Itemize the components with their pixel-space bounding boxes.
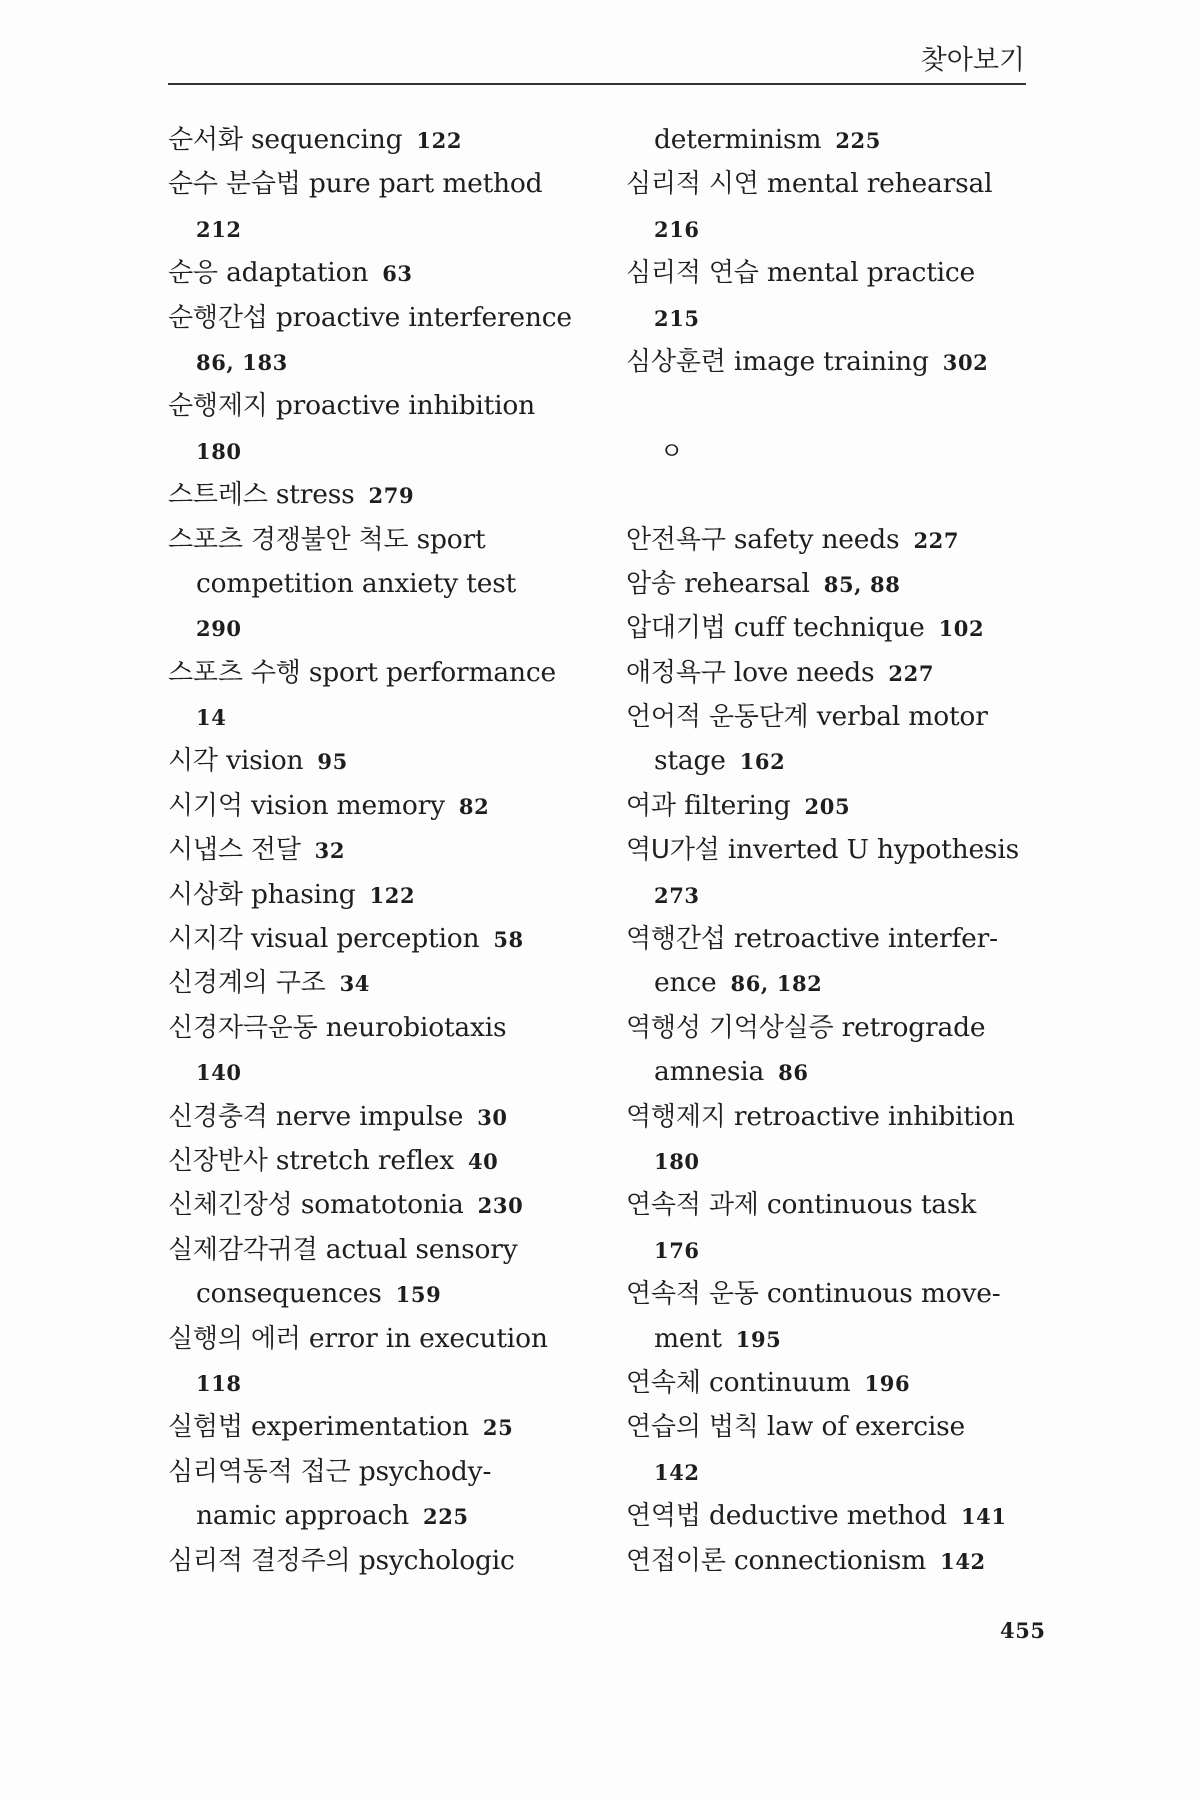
index-entry [168,1183,598,1227]
index-entry [626,1405,1046,1449]
english-term: actual sensory [325,1233,518,1265]
korean-term: 순응 [168,258,218,289]
english-term: deductive method [708,1500,947,1532]
index-entry [626,1539,1046,1583]
korean-term: 연속적 운동 [626,1279,759,1310]
english-term: sport [416,523,486,555]
korean-term: 순행간섭 [168,302,268,333]
index-entry [168,473,598,517]
korean-term: 순서화 [168,125,243,155]
page-reference: 279 [368,483,415,509]
index-entry-continuation [168,1361,598,1405]
index-entry [626,340,1046,384]
index-entry [168,1228,598,1272]
index-entry [626,1095,1046,1139]
index-entry [168,1095,598,1139]
page-reference: 102 [938,616,985,642]
korean-term: 압대기법 [626,613,726,644]
index-entry-continuation [168,562,598,606]
english-term: namic approach [196,1500,409,1532]
korean-term: 연역법 [626,1501,701,1532]
english-term: proactive inhibition [275,390,536,422]
english-term: verbal motor [816,701,988,733]
index-entry [626,251,1046,295]
section-letter-heading: ㅇ [660,436,683,465]
english-term: sport performance [308,656,557,688]
page-reference: 86, 183 [196,349,288,375]
korean-term: 시각 [168,746,218,777]
korean-term: 심리역동적 접근 [168,1456,351,1487]
index-entry [626,1272,1046,1316]
index-entry [626,828,1046,872]
index-entry [168,961,598,1005]
korean-term: 실제감각귀결 [168,1234,318,1265]
english-term: error in execution [308,1322,548,1354]
english-term: mental practice [766,257,976,289]
blank-line [626,384,1046,428]
index-entry [626,651,1046,695]
korean-term: 신경충격 [168,1101,268,1132]
index-entry [168,873,598,917]
page-reference: 290 [196,616,242,642]
index-entry [168,739,598,783]
index-entry [168,828,598,872]
english-term: rehearsal [684,567,810,599]
english-term: somatotonia [300,1189,464,1221]
index-entry [626,1006,1046,1050]
index-entry-continuation [626,1139,1046,1183]
english-term: stage [654,745,726,777]
index-entry-continuation [626,873,1046,917]
english-term: stress [275,479,355,511]
page-reference: 122 [416,128,463,153]
index-column-right [626,118,1046,1583]
index-entry-continuation [626,118,1046,162]
page-reference: 58 [493,927,524,953]
page-reference: 63 [382,261,413,287]
korean-term: 역U가설 [626,835,720,866]
korean-term: 심상훈련 [626,346,726,377]
korean-term: 심리적 시연 [626,169,759,200]
korean-term: 심리적 결정주의 [168,1545,351,1576]
page-reference: 34 [339,971,370,997]
index-entry [168,1405,598,1449]
english-term: psychody- [358,1455,492,1487]
english-term: vision [226,745,304,777]
korean-term: 연속적 과제 [626,1190,759,1221]
korean-term: 여과 [626,790,676,821]
running-head: 찾아보기 [920,45,1025,76]
index-entry [168,384,598,428]
korean-term: 실행의 에러 [168,1323,301,1354]
index-entry [626,695,1046,739]
index-entry [626,1361,1046,1405]
page-reference: 140 [196,1060,242,1086]
korean-term: 신체긴장성 [168,1190,293,1221]
korean-term: 신장반사 [168,1145,268,1176]
index-entry [168,251,598,295]
english-term: pure part method [308,168,543,200]
page-reference: 30 [477,1104,508,1130]
english-term: cuff technique [733,612,925,644]
page-reference: 227 [913,527,960,553]
english-term: filtering [684,789,791,821]
index-entry-continuation [168,1272,598,1316]
korean-term: 역행성 기억상실증 [626,1012,834,1043]
english-term: experimentation [250,1411,469,1443]
index-entry-continuation [626,961,1046,1005]
page-reference: 205 [804,793,851,819]
page-reference: 176 [654,1237,700,1263]
page-reference: 141 [960,1504,1007,1530]
index-entry-continuation [168,207,598,251]
page-reference: 86 [778,1060,809,1086]
page-reference: 25 [482,1415,514,1441]
english-term: determinism [654,124,822,155]
index-entry [626,606,1046,650]
index-entry-continuation [168,340,598,384]
english-term: inverted U hypothesis [727,834,1019,866]
index-entry-continuation [626,296,1046,340]
page-reference: 196 [864,1370,911,1396]
page-reference: 162 [739,749,786,775]
korean-term: 시기억 [168,790,243,821]
page-reference: 118 [196,1370,242,1396]
index-entry-continuation [168,429,598,473]
page-reference: 215 [654,305,700,331]
page-reference: 32 [314,838,346,864]
korean-term: 순수 분습법 [168,169,301,200]
page-reference: 40 [467,1148,499,1174]
english-term: competition anxiety test [196,567,517,599]
english-term: ment [654,1322,722,1354]
korean-term: 언어적 운동단계 [626,702,809,733]
page-number: 455 [1000,1618,1046,1643]
index-entry [168,162,598,206]
index-entry [168,118,598,162]
english-term: nerve impulse [275,1100,464,1132]
english-term: amnesia [654,1056,765,1088]
index-entry-continuation [626,207,1046,251]
index-entry-continuation [168,606,598,650]
english-term: phasing [250,878,356,910]
korean-term: 애정욕구 [626,657,726,688]
korean-term: 신경계의 구조 [168,968,326,999]
english-term: continuous move- [766,1278,1001,1310]
page-reference: 227 [888,660,935,686]
english-term: retrograde [841,1011,986,1043]
english-term: sequencing [250,124,403,155]
english-term: consequences [196,1278,382,1310]
index-entry-continuation [626,1450,1046,1494]
index-entry [168,917,598,961]
page-reference: 14 [196,705,227,731]
korean-term: 신경자극운동 [168,1012,318,1043]
page-reference: 159 [395,1282,442,1308]
blank-line [626,473,1046,517]
index-entry [168,1006,598,1050]
page-reference: 180 [196,438,242,464]
korean-term: 안전욕구 [626,524,726,555]
index-entry-continuation [168,695,598,739]
korean-term: 연접이론 [626,1545,726,1576]
korean-term: 심리적 연습 [626,258,759,289]
english-term: connectionism [733,1544,927,1576]
korean-term: 실험법 [168,1412,243,1443]
index-entry-continuation [168,1494,598,1538]
index-entry [626,784,1046,828]
index-entry [626,562,1046,606]
korean-term: 역행간섭 [626,924,726,955]
index-entry [168,1450,598,1494]
english-term: neurobiotaxis [325,1011,507,1043]
page-reference: 85, 88 [823,571,901,597]
index-entry [626,1183,1046,1227]
korean-term: 스포츠 수행 [168,657,301,688]
page-reference: 273 [654,882,700,908]
index-entry [168,1139,598,1183]
index-entry [168,1317,598,1361]
korean-term: 순행제지 [168,391,268,422]
page-reference: 142 [654,1459,700,1485]
page-reference: 82 [458,793,490,819]
index-entry [168,518,598,562]
english-term: retroactive interfer- [733,923,998,955]
index-entry-continuation [168,1050,598,1094]
korean-term: 시상화 [168,879,243,910]
english-term: retroactive inhibition [733,1100,1015,1132]
korean-term: 스트레스 [168,480,268,511]
english-term: love needs [733,656,875,688]
korean-term: 연습의 법칙 [626,1412,759,1443]
english-term: safety needs [733,523,900,555]
page-reference: 122 [369,882,416,908]
english-term: visual perception [250,923,480,955]
index-entry [168,784,598,828]
english-term: proactive interference [275,301,572,333]
index-entry [168,1539,598,1583]
page-reference: 212 [196,216,242,242]
page-reference: 230 [477,1193,524,1219]
index-column-left [168,118,598,1583]
header-rule [168,83,1026,85]
page-reference: 95 [317,749,348,775]
index-entry-continuation [626,739,1046,783]
index-entry [626,917,1046,961]
english-term: continuum [708,1366,851,1398]
page-reference: 195 [735,1326,782,1352]
english-term: psychologic [358,1544,515,1576]
index-entry-continuation [626,1228,1046,1272]
english-term: ence [654,967,717,999]
page-reference: 225 [423,1504,469,1530]
english-term: mental rehearsal [766,168,993,200]
page-reference: 180 [654,1148,700,1174]
english-term: stretch reflex [275,1144,454,1176]
english-term: adaptation [226,257,369,289]
index-entry [626,518,1046,562]
english-term: law of exercise [766,1411,966,1443]
korean-term: 역행제지 [626,1101,726,1132]
page-reference: 225 [835,128,881,153]
english-term: continuous task [766,1189,977,1221]
korean-term: 연속체 [626,1367,701,1398]
korean-term: 스포츠 경쟁불안 척도 [168,524,409,555]
index-entry [626,162,1046,206]
page-reference: 142 [940,1548,986,1574]
page-reference: 86, 182 [730,971,823,997]
english-term: vision memory [250,789,445,821]
english-term: image training [733,345,929,377]
index-entry-continuation [626,1317,1046,1361]
page-reference: 216 [654,216,700,242]
index-entry-continuation [626,1050,1046,1094]
korean-term: 시냅스 전달 [168,835,301,866]
page-reference: 302 [942,349,989,375]
korean-term: 암송 [626,568,676,599]
korean-term: 시지각 [168,924,243,955]
index-entry [168,296,598,340]
index-entry [626,1494,1046,1538]
index-entry [168,651,598,695]
